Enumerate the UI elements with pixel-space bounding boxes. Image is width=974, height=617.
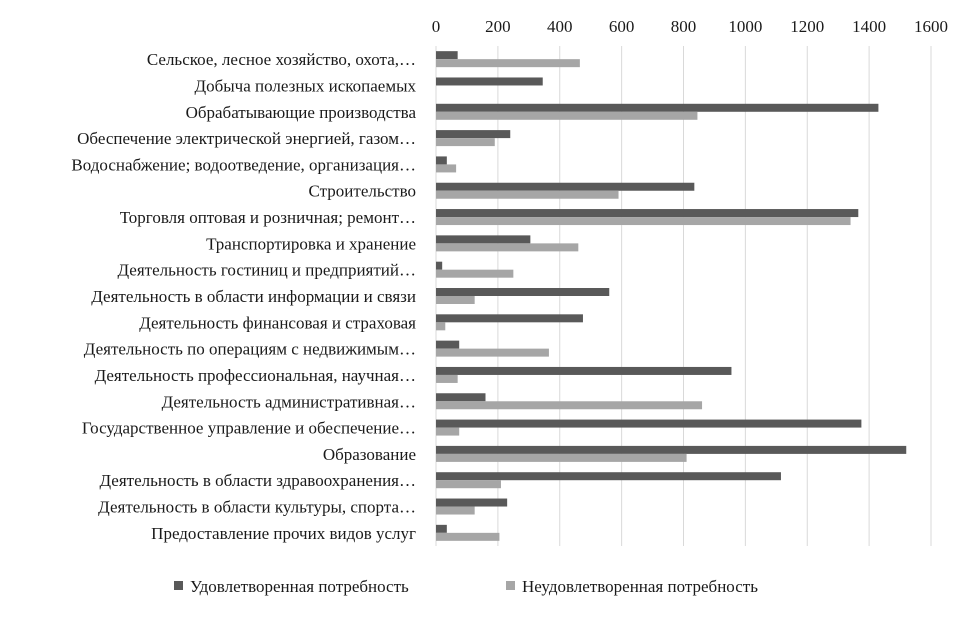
bar-satisfied-13: [436, 393, 486, 401]
bar-unsatisfied-18: [436, 533, 499, 541]
bar-satisfied-11: [436, 341, 459, 349]
category-label: Деятельность в области здравоохранения…: [99, 471, 416, 491]
bar-satisfied-15: [436, 446, 906, 454]
bar-satisfied-5: [436, 183, 694, 191]
category-label: Деятельность по операциям с недвижимым…: [83, 339, 416, 359]
category-label: Государственное управление и обеспечение…: [81, 418, 416, 438]
category-label: Предоставление прочих видов услуг: [151, 523, 416, 543]
legend-label-satisfied: Удовлетворенная потребность: [190, 577, 409, 596]
bar-unsatisfied-0: [436, 59, 580, 67]
bar-satisfied-9: [436, 288, 609, 296]
x-tick-label: 400: [547, 17, 573, 36]
bar-unsatisfied-6: [436, 217, 851, 225]
x-tick-label: 600: [608, 17, 635, 36]
category-label: Строительство: [308, 181, 416, 201]
bar-satisfied-7: [436, 235, 530, 243]
category-label: Деятельность финансовая и страховая: [139, 313, 416, 333]
bar-satisfied-3: [436, 130, 510, 138]
bar-satisfied-1: [436, 77, 543, 85]
bar-unsatisfied-4: [436, 164, 456, 172]
legend: [174, 577, 758, 596]
bar-unsatisfied-10: [436, 322, 445, 330]
category-label: Водоснабжение; водоотведение, организация…: [71, 155, 416, 175]
bar-satisfied-14: [436, 420, 861, 428]
bar-unsatisfied-17: [436, 507, 475, 515]
category-label: Сельское, лесное хозяйство, охота,…: [146, 50, 416, 70]
x-axis-tick-labels: [432, 17, 948, 36]
legend-swatch-satisfied: [174, 581, 183, 590]
bar-unsatisfied-3: [436, 138, 495, 146]
bar-unsatisfied-7: [436, 243, 578, 251]
category-label: Образование: [322, 444, 416, 464]
bar-satisfied-16: [436, 472, 781, 480]
bar-unsatisfied-12: [436, 375, 458, 383]
bar-unsatisfied-9: [436, 296, 475, 304]
bar-satisfied-10: [436, 314, 583, 322]
legend-swatch-unsatisfied: [506, 581, 515, 590]
bar-satisfied-0: [436, 51, 458, 59]
category-label: Торговля оптовая и розничная; ремонт…: [119, 208, 416, 228]
bars: [436, 51, 906, 541]
x-tick-label: 1600: [914, 17, 948, 36]
bar-unsatisfied-15: [436, 454, 687, 462]
bar-unsatisfied-16: [436, 480, 501, 488]
x-tick-label: 0: [431, 17, 441, 36]
bar-satisfied-12: [436, 367, 731, 375]
bar-unsatisfied-2: [436, 112, 697, 120]
x-tick-label: 200: [485, 17, 511, 36]
legend-label-unsatisfied: Неудовлетворенная потребность: [522, 577, 758, 596]
bar-unsatisfied-11: [436, 349, 549, 357]
category-label: Обрабатывающие производства: [185, 102, 416, 122]
category-label: Обеспечение электрической энергией, газом…: [77, 129, 416, 149]
bar-unsatisfied-14: [436, 428, 459, 436]
category-label: Деятельность в области культуры, спорта…: [98, 497, 416, 517]
bar-satisfied-2: [436, 104, 878, 112]
category-label: Деятельность в области информации и связи: [91, 287, 416, 306]
bar-unsatisfied-13: [436, 401, 702, 409]
x-tick-label: 1200: [790, 17, 825, 36]
x-tick-label: 1000: [728, 17, 763, 36]
category-labels: [71, 50, 416, 543]
bar-satisfied-8: [436, 262, 442, 270]
bar-unsatisfied-8: [436, 270, 513, 278]
bar-satisfied-6: [436, 209, 858, 217]
x-tick-label: 800: [670, 17, 697, 36]
category-label: Добыча полезных ископаемых: [194, 76, 416, 96]
category-label: Деятельность административная…: [161, 392, 416, 412]
bar-unsatisfied-5: [436, 191, 619, 199]
category-label: Транспортировка и хранение: [206, 234, 416, 254]
bar-satisfied-17: [436, 499, 507, 507]
bar-satisfied-4: [436, 156, 447, 164]
x-tick-label: 1400: [852, 17, 887, 36]
bar-satisfied-18: [436, 525, 447, 533]
category-label: Деятельность профессиональная, научная…: [94, 365, 416, 385]
category-label: Деятельность гостиниц и предприятий…: [117, 260, 416, 280]
